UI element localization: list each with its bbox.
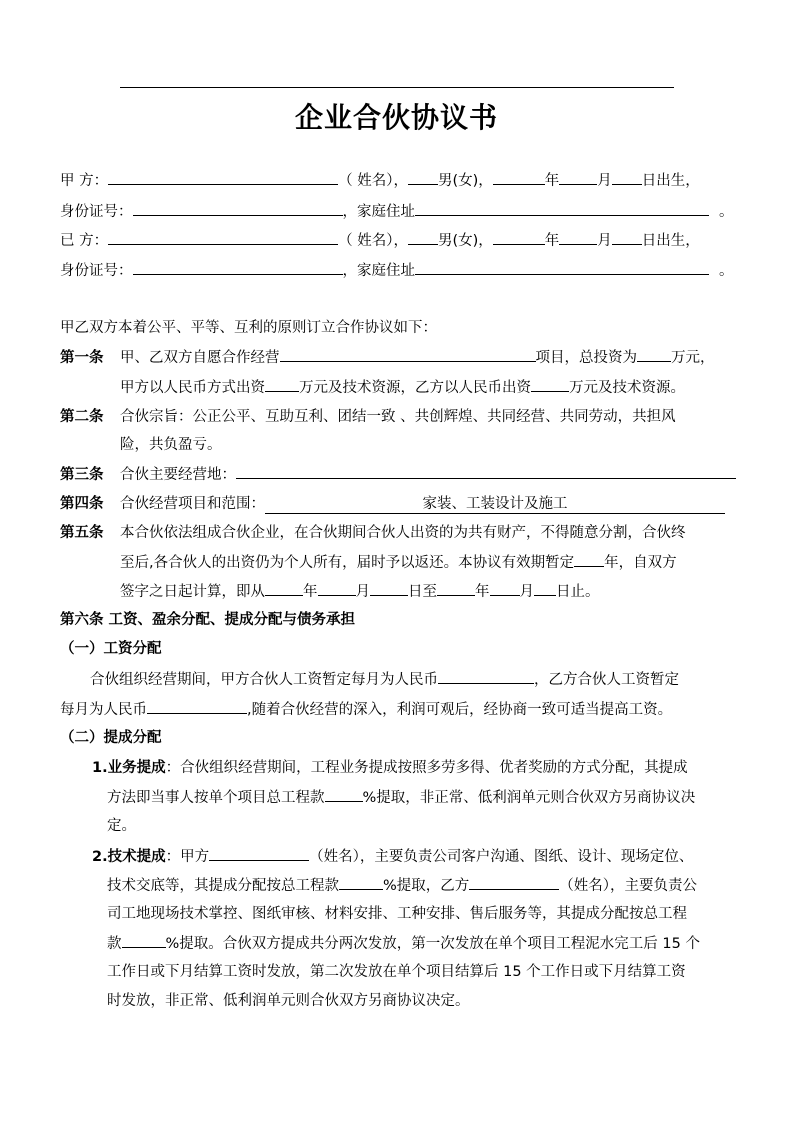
item-2-text-7: %提取。合伙双方提成共分两次发放，第一次发放在单个项目工程泥水完工后 15 个 <box>165 936 700 952</box>
section-1-line-1 <box>90 668 679 691</box>
party-b-day-blank[interactable] <box>612 229 642 245</box>
item-1-number: 1. <box>92 760 108 776</box>
article-5-end-month-blank[interactable] <box>490 580 520 596</box>
item-2-party-b-percent-blank[interactable] <box>122 932 166 948</box>
article-1-project-blank[interactable] <box>280 346 536 362</box>
section-1-line-2 <box>60 698 672 721</box>
article-4-label: 第四条 <box>60 496 104 512</box>
section-2-title: （二）提成分配 <box>60 730 162 746</box>
article-1-text-d: 甲方以人民币方式出资 <box>120 380 265 396</box>
item-2-line-4 <box>107 932 700 955</box>
item-1-text-3: %提取，非正常、低利润单元则合伙双方另商协议决 <box>362 790 696 806</box>
party-a-address-blank[interactable] <box>415 200 709 216</box>
party-b-year-blank[interactable] <box>493 229 545 245</box>
article-2-line-2: 险，共负盈亏。 <box>120 437 222 453</box>
party-a-end-mark: 。 <box>719 204 734 220</box>
item-2-text-5: （姓名），主要负责公 <box>559 878 698 894</box>
article-2-line-1 <box>60 406 676 428</box>
section-1-title: （一）工资分配 <box>60 641 162 657</box>
party-a-birth-label: 日出生， <box>641 173 700 189</box>
article-2-label: 第二条 <box>60 409 104 425</box>
item-2-party-a-name-blank[interactable] <box>209 845 309 861</box>
top-rule <box>120 87 674 88</box>
item-1-percent-blank[interactable] <box>325 786 363 802</box>
article-5-year-label-1: 年 <box>303 584 318 600</box>
party-a-year-blank[interactable] <box>493 169 545 185</box>
party-b-label: 已 方： <box>60 233 109 249</box>
article-5-day-label-1: 日至 <box>408 584 437 600</box>
article-5-text-1: 本合伙依法组成合伙企业，在合伙期间合伙人出资的为共有财产，不得随意分割，合伙终 <box>120 525 686 541</box>
item-2-title: 技术提成 <box>107 849 166 865</box>
article-5-start-year-blank[interactable] <box>265 580 303 596</box>
article-5-term-blank[interactable] <box>574 551 604 567</box>
intro-text: 甲乙双方本着公平、平等、互利的原则订立合作协议如下： <box>60 320 437 336</box>
item-2-line-5: 工作日或下月结算工资时发放，第二次发放在单个项目结算后 15 个工作日或下月结算工资 <box>107 964 686 980</box>
article-1-text-f: 万元及技术资源。 <box>569 380 685 396</box>
item-1-line-3: 定。 <box>107 818 136 834</box>
item-2-line-6: 时发放，非正常、低利润单元则合伙双方另商协议决定。 <box>107 993 470 1009</box>
article-6-heading: 第六条 工资、盈余分配、提成分配与债务承担 <box>60 612 356 628</box>
article-5-line-2 <box>120 551 677 574</box>
party-a-id-label: 身份证号： <box>60 204 133 220</box>
item-1-line-1 <box>92 757 688 779</box>
party-a-day-blank[interactable] <box>612 169 642 185</box>
party-a-label: 甲 方： <box>60 173 109 189</box>
section-1-text-c: 每月为人民币 <box>60 702 147 718</box>
article-5-line-1 <box>60 522 686 544</box>
party-b-month-blank[interactable] <box>559 229 597 245</box>
article-4-text: 合伙经营项目和范围： <box>120 496 265 512</box>
party-b-id-blank[interactable] <box>133 259 343 275</box>
article-5-year-label-2: 年 <box>475 584 490 600</box>
section-1-text-a: 合伙组织经营期间，甲方合伙人工资暂定每月为人民币 <box>90 672 438 688</box>
party-a-gender-label: 男(女)， <box>437 173 493 189</box>
section-1-text-b: ，乙方合伙人工资暂定 <box>534 672 679 688</box>
article-1-text-c: 万元， <box>671 350 715 366</box>
article-2-text-1: 合伙宗旨：公正公平、互助互利、团结一致 、共创辉煌、共同经营、共同劳动，共担风 <box>120 409 676 425</box>
article-1-a-capital-blank[interactable] <box>265 376 299 392</box>
item-2-party-a-percent-blank[interactable] <box>339 874 383 890</box>
section-1-text-d: ,随着合伙经营的深入，利润可观后，经协商一致可适当提高工资。 <box>247 702 673 718</box>
item-1-title: 业务提成 <box>107 760 166 776</box>
article-1-investment-blank[interactable] <box>637 346 671 362</box>
article-5-label: 第五条 <box>60 525 104 541</box>
article-1-line-1 <box>60 346 715 369</box>
item-2-text-6: 款 <box>107 936 122 952</box>
article-1-label: 第一条 <box>60 350 104 366</box>
party-b-end-mark: 。 <box>719 263 734 279</box>
item-2-text-1: ：甲方 <box>165 849 210 865</box>
article-1-b-capital-blank[interactable] <box>531 376 569 392</box>
item-2-text-4: %提取，乙方 <box>383 878 470 894</box>
item-2-number: 2. <box>92 849 108 865</box>
article-5-end-year-blank[interactable] <box>437 580 475 596</box>
party-a-line <box>60 169 700 192</box>
item-2-line-2 <box>107 874 697 897</box>
party-b-month-label: 月 <box>597 233 612 249</box>
item-1-text-1: ：合伙组织经营期间，工程业务提成按照多劳多得、优者奖励的方式分配，其提成 <box>165 760 688 776</box>
article-5-end-day-blank[interactable] <box>534 580 556 596</box>
article-3-label: 第三条 <box>60 467 104 483</box>
party-b-gender-label: 男(女)， <box>437 233 493 249</box>
item-2-text-2: （姓名），主要负责公司客户沟通、图纸、设计、现场定位、 <box>309 849 694 865</box>
article-5-day-label-2: 日止。 <box>556 584 600 600</box>
article-1-line-2 <box>120 376 685 399</box>
party-a-year-label: 年 <box>544 173 560 189</box>
party-a-id-blank[interactable] <box>133 200 343 216</box>
party-a-id-line <box>60 200 734 223</box>
party-a-gender-blank[interactable] <box>408 169 438 185</box>
party-b-address-label: ，家庭住址 <box>342 263 415 279</box>
article-3-line <box>60 463 736 486</box>
article-5-start-month-blank[interactable] <box>318 580 356 596</box>
article-5-month-label-2: 月 <box>519 584 534 600</box>
item-2-line-3: 司工地现场技术掌控、图纸审核、材料安排、工种安排、售后服务等，其提成分配按总工程 <box>107 906 687 922</box>
party-a-month-label: 月 <box>597 173 612 189</box>
item-2-line-1 <box>92 845 693 868</box>
article-5-text-4: 签字之日起计算，即从 <box>120 584 265 600</box>
article-4-line <box>60 493 725 515</box>
party-b-name-blank[interactable] <box>108 229 338 245</box>
article-1-text-a: 甲、乙双方自愿合作经营 <box>120 350 280 366</box>
party-b-address-blank[interactable] <box>415 259 709 275</box>
article-4-scope-value[interactable]: 家装、工装设计及施工 <box>265 495 725 514</box>
party-b-id-label: 身份证号： <box>60 263 133 279</box>
party-b-line <box>60 229 700 252</box>
party-b-id-line <box>60 259 734 282</box>
item-1-text-2: 方法即当事人按单个项目总工程款 <box>107 790 325 806</box>
party-b-gender-blank[interactable] <box>408 229 438 245</box>
article-1-text-b: 项目，总投资为 <box>535 350 637 366</box>
party-b-year-label: 年 <box>544 233 560 249</box>
article-5-line-3 <box>120 580 600 603</box>
item-1-line-2 <box>107 786 695 809</box>
party-a-name-label: （ 姓名）， <box>338 173 408 189</box>
article-5-month-label-1: 月 <box>355 584 370 600</box>
item-2-text-3: 技术交底等，其提成分配按总工程款 <box>107 878 339 894</box>
item-2-party-b-name-blank[interactable] <box>469 874 559 890</box>
party-b-name-label: （ 姓名）， <box>338 233 408 249</box>
article-1-text-e: 万元及技术资源，乙方以人民币出资 <box>299 380 531 396</box>
party-b-birth-label: 日出生， <box>641 233 700 249</box>
party-b-salary-blank[interactable] <box>147 698 247 714</box>
article-3-location-blank[interactable] <box>236 463 736 479</box>
party-a-name-blank[interactable] <box>108 169 338 185</box>
party-a-salary-blank[interactable] <box>438 668 534 684</box>
document-title: 企业合伙协议书 <box>294 101 498 134</box>
party-a-month-blank[interactable] <box>559 169 597 185</box>
party-a-address-label: ，家庭住址 <box>342 204 415 220</box>
article-3-text: 合伙主要经营地： <box>120 467 236 483</box>
article-5-start-day-blank[interactable] <box>370 580 408 596</box>
article-5-text-3: 年，自双方 <box>604 555 677 571</box>
article-5-text-2: 至后,各合伙人的出资仍为个人所有，届时予以返还。本协议有效期暂定 <box>120 555 575 571</box>
